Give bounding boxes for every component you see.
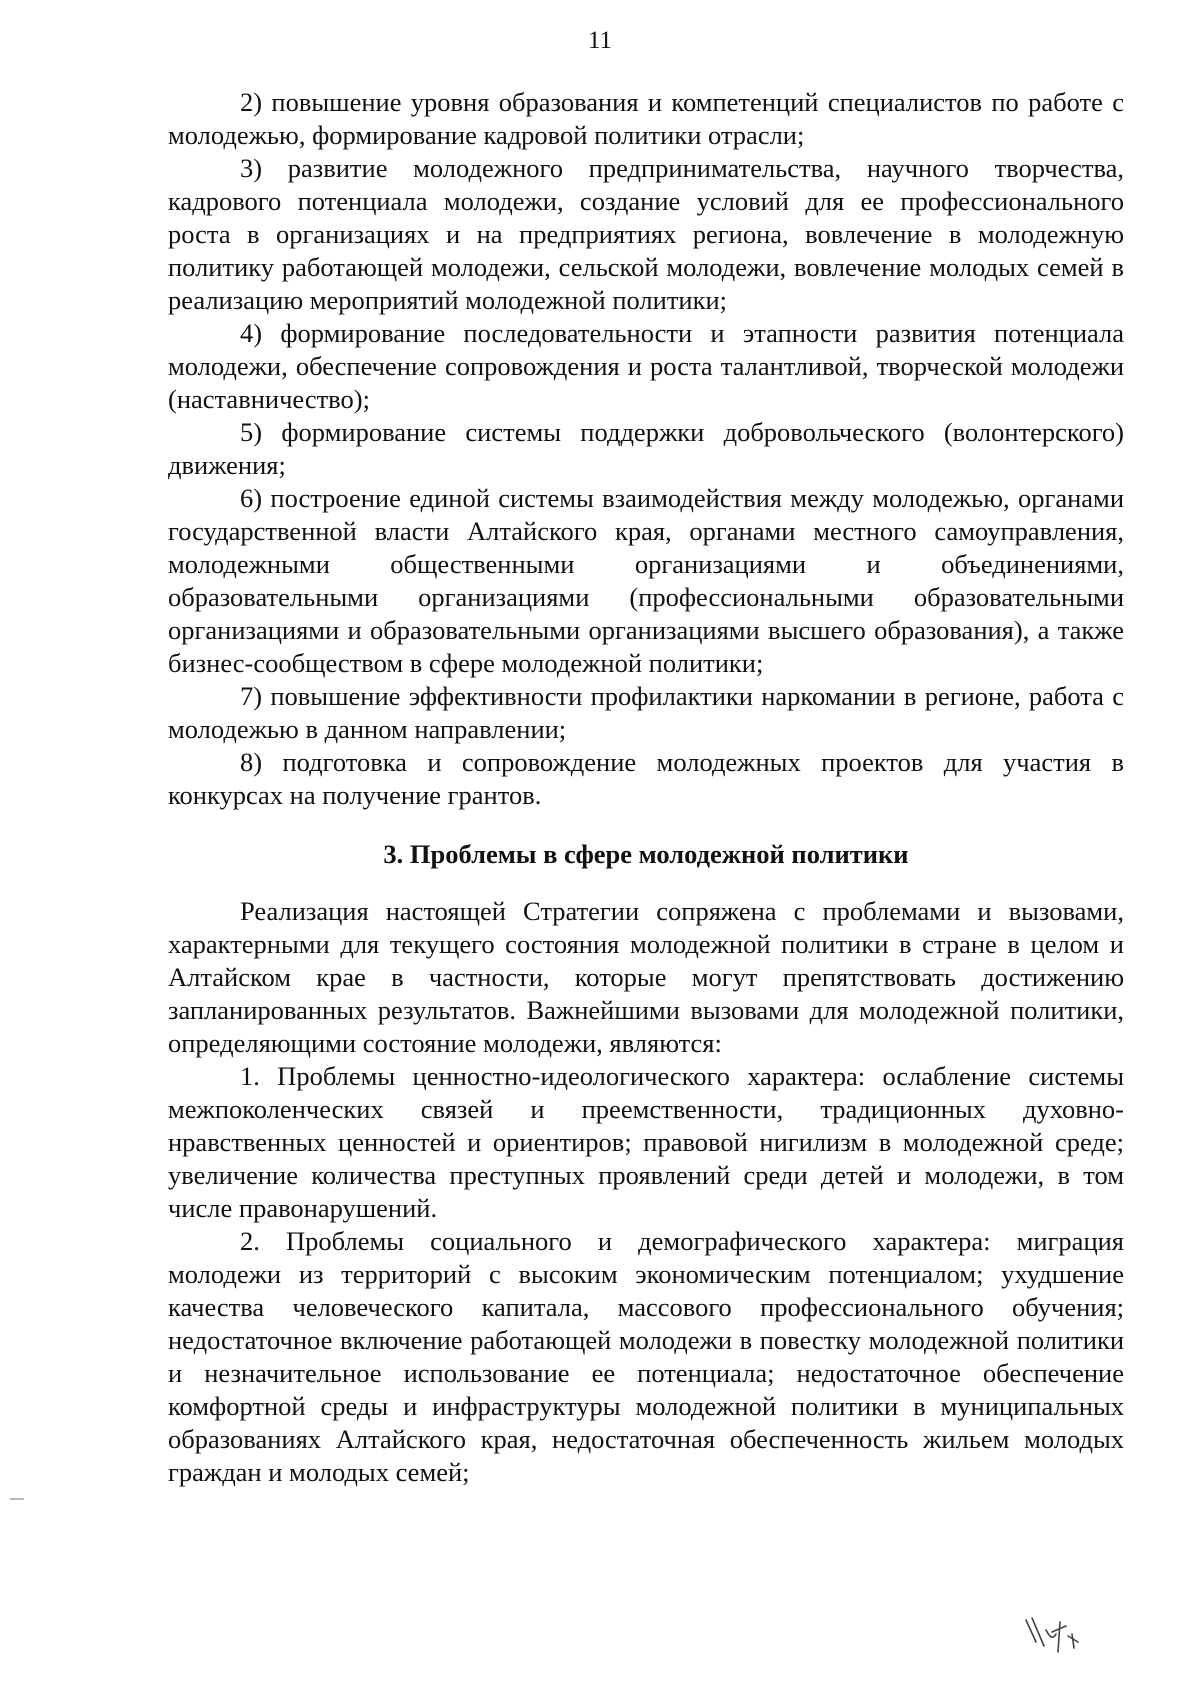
- list-item: 8) подготовка и сопровождение молодежных проектов для участия в конкурсах на получение грантов.: [168, 747, 1124, 810]
- list-item: 2) повышение уровня образования и компетенций специалистов по работе с молодежью, формирование кадровой политики отрасли;: [168, 87, 1124, 150]
- paragraph: Реализация настоящей Стратегии сопряжена с проблемами и вызовами, характерными для текущего состояния молодежной политики в стране в целом и Алтайском крае в частности, которые могут препятствовать достижению запланированных результатов. Важнейшими вызовами для молодежной политики, определяющими состояние молодежи, являются:: [168, 896, 1124, 1058]
- handwritten-initials-mark: [1022, 1612, 1092, 1662]
- list-item: 3) развитие молодежного предпринимательства, научного творчества, кадрового потенциала молодежи, создание условий для ее профессионального роста в организациях и на предприятиях региона, вовлечение в молодежную политику работающей молодежи, сельской молодежи, вовлечение молодых семей в реализацию мероприятий молодежной политики;: [168, 153, 1124, 315]
- scan-artifact: [10, 1498, 24, 1500]
- document-body: [168, 86, 1124, 1489]
- paragraph: 2. Проблемы социального и демографического характера: миграция молодежи из территорий с высоким экономическим потенциалом; ухудшение качества человеческого капитала, массового профессионального обучения; недостаточное включение работающей молодежи в повестку молодежной политики и незначительное использование ее потенциала; недостаточное обеспечение комфортной среды и инфраструктуры молодежной политики в муниципальных образованиях Алтайского края, недостаточная обеспеченность жильем молодых граждан и молодых семей;: [168, 1226, 1124, 1487]
- section-heading: 3. Проблемы в сфере молодежной политики: [383, 839, 909, 869]
- list-item: 5) формирование системы поддержки добровольческого (волонтерского) движения;: [168, 417, 1124, 480]
- list-item: 6) построение единой системы взаимодействия между молодежью, органами государственной власти Алтайского края, органами местного самоуправления, молодежными общественными организациями и объединениями, образовательными организациями (профессиональными образовательными организациями и образовательными организациями высшего образования), а также бизнес-сообществом в сфере молодежной политики;: [168, 483, 1124, 678]
- list-item: 4) формирование последовательности и этапности развития потенциала молодежи, обеспечение сопровождения и роста талантливой, творческой молодежи (наставничество);: [168, 318, 1124, 414]
- paragraph: 1. Проблемы ценностно-идеологического характера: ослабление системы межпоколенческих связей и преемственности, традиционных духовно-нравственных ценностей и ориентиров; правовой нигилизм в молодежной среде; увеличение количества преступных проявлений среди детей и молодежи, в том числе правонарушений.: [168, 1061, 1124, 1223]
- list-item: 7) повышение эффективности профилактики наркомании в регионе, работа с молодежью в данном направлении;: [168, 681, 1124, 744]
- page-number: 11: [587, 27, 613, 54]
